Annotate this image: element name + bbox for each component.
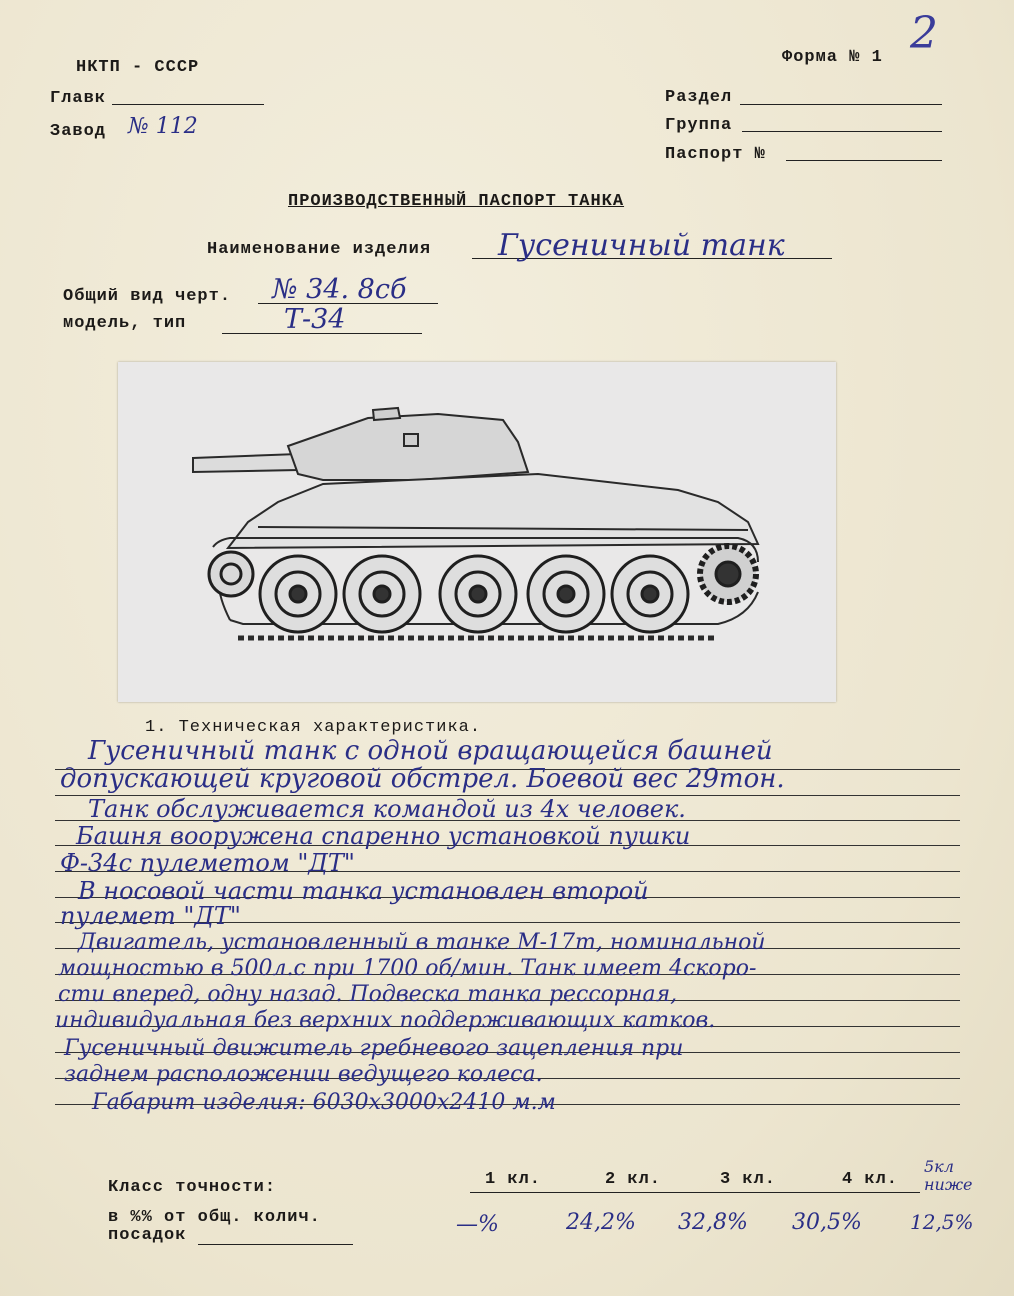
tank-side-view-illustration xyxy=(118,362,836,702)
page-title: ПРОИЗВОДСТВЕННЫЙ ПАСПОРТ ТАНКА xyxy=(288,192,625,211)
description-line: допускающей круговой обстрел. Боевой вес 29тон. xyxy=(60,764,785,794)
chert-value: № 34. 8сб xyxy=(272,274,407,305)
glav-label: Главк xyxy=(50,89,107,108)
accuracy-classes-line xyxy=(470,1192,920,1193)
description-line: Гусеничный танк с одной вращающейся башней xyxy=(88,736,773,766)
gruppa-label: Группа xyxy=(665,116,733,135)
value-class-1: —% xyxy=(456,1212,499,1237)
value-class-4: 30,5% xyxy=(792,1210,862,1235)
description-line: Гусеничный движитель гребневого зацепления при xyxy=(64,1036,684,1061)
pasport-label: Паспорт № xyxy=(665,145,766,164)
posadok-line xyxy=(198,1244,353,1245)
chert-label: Общий вид черт. xyxy=(63,287,232,306)
description-line: Габарит изделия: 6030х3000х2410 м.м xyxy=(92,1090,556,1115)
description-line: Башня вооружена спаренно установкой пушки xyxy=(76,822,691,850)
value-class-2: 24,2% xyxy=(566,1210,636,1235)
zavod-label: Завод xyxy=(50,122,107,141)
description-line: Двигатель, установленный в танке М-17т, номинальной xyxy=(78,930,766,955)
description-line: сти вперед, одну назад. Подвеска танка рессорная, xyxy=(58,982,678,1007)
description-line: мощностью в 500л.с при 1700 об/мин. Танк имеет 4скоро- xyxy=(58,956,757,981)
model-value: Т-34 xyxy=(284,304,346,335)
class-4: 4 кл. xyxy=(842,1170,899,1189)
description-line: пулемет "ДТ" xyxy=(60,902,241,930)
org-name: НКТП - СССР xyxy=(76,58,200,77)
class-5: 5кл ниже xyxy=(924,1157,973,1194)
razdel-line xyxy=(740,104,942,105)
class-3: 3 кл. xyxy=(720,1170,777,1189)
description-line: Танк обслуживается командой из 4х человек. xyxy=(88,795,686,823)
section-heading: 1. Техническая характеристика. xyxy=(145,718,482,737)
gruppa-line xyxy=(742,131,942,132)
glav-line xyxy=(112,104,264,105)
description-line: Ф-34с пулеметом "ДТ" xyxy=(60,849,355,877)
zavod-value: № 112 xyxy=(128,114,198,139)
value-class-3: 32,8% xyxy=(678,1210,748,1235)
pasport-line xyxy=(786,160,942,161)
description-line: заднем расположении ведущего колеса. xyxy=(64,1062,543,1087)
page-number: 2 xyxy=(910,8,938,59)
tank-drawing xyxy=(118,362,836,702)
description-line: индивидуальная без верхних поддерживающих катков. xyxy=(55,1008,716,1033)
value-class-5: 12,5% xyxy=(910,1210,974,1234)
form-label: Форма № 1 xyxy=(782,48,883,67)
description-line: В носовой части танка установлен второй xyxy=(78,877,649,905)
class-2: 2 кл. xyxy=(605,1170,662,1189)
model-label: модель, тип xyxy=(63,314,187,333)
razdel-label: Раздел xyxy=(665,88,733,107)
accuracy-label: Класс точности: xyxy=(108,1178,277,1197)
percent-label-2: посадок xyxy=(108,1226,187,1245)
percent-label-1: в %% от общ. колич. xyxy=(108,1208,321,1227)
class-1: 1 кл. xyxy=(485,1170,542,1189)
naimenovanie-label: Наименование изделия xyxy=(207,240,432,259)
naimenovanie-value: Гусеничный танк xyxy=(498,228,785,263)
